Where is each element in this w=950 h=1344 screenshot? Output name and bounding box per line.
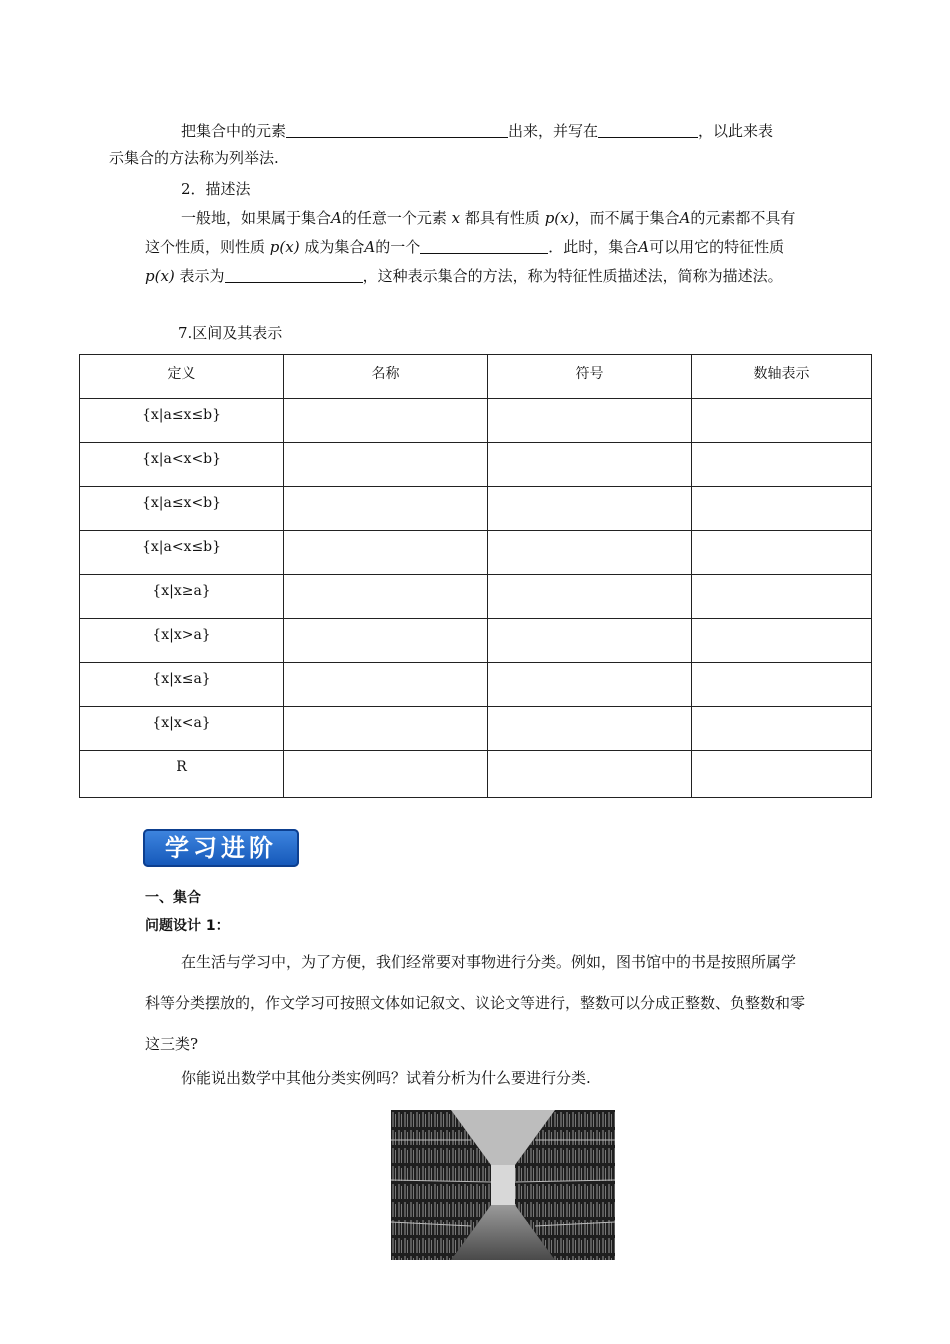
- definition-cell: R: [80, 751, 284, 798]
- desc-text: 都具有性质: [464, 209, 540, 227]
- header-number-line: 数轴表示: [692, 355, 872, 399]
- definition-cell: {x|x≥a}: [80, 575, 284, 619]
- answer-blank[interactable]: [598, 123, 698, 138]
- name-cell[interactable]: [284, 443, 488, 487]
- enum-method-paragraph: [109, 118, 805, 172]
- answer-blank[interactable]: [225, 268, 363, 283]
- table-header-row: [80, 355, 872, 399]
- name-cell[interactable]: [284, 619, 488, 663]
- library-photo-svg: [391, 1110, 615, 1260]
- definition-cell: {x|a<x≤b}: [80, 531, 284, 575]
- symbol-cell[interactable]: [488, 619, 692, 663]
- desc-text: 的任意一个元素: [341, 209, 447, 227]
- number-line-cell[interactable]: [692, 443, 872, 487]
- name-cell[interactable]: [284, 707, 488, 751]
- math-symbol: p(x): [145, 267, 175, 285]
- name-cell[interactable]: [284, 663, 488, 707]
- question-title: 问题设计 1：: [145, 918, 230, 934]
- desc-text: 的元素都不具有这个性质，则性质: [145, 209, 796, 256]
- math-symbol: A: [638, 238, 650, 256]
- number-line-cell[interactable]: [692, 751, 872, 798]
- header-symbol: 符号: [488, 355, 692, 399]
- table-row: [80, 663, 872, 707]
- math-symbol: x: [451, 209, 461, 227]
- answer-blank[interactable]: [286, 123, 508, 138]
- math-symbol: p(x): [544, 209, 575, 227]
- table-row: [80, 443, 872, 487]
- table-row: [80, 707, 872, 751]
- enum-text-2: 出来，并写在: [508, 122, 599, 140]
- number-line-cell[interactable]: [692, 663, 872, 707]
- table-row: [80, 751, 872, 798]
- section-badge: 学习进阶: [143, 829, 299, 867]
- symbol-cell[interactable]: [488, 663, 692, 707]
- desc-text: 成为集合: [304, 238, 365, 256]
- math-symbol: A: [331, 209, 342, 227]
- symbol-cell[interactable]: [488, 707, 692, 751]
- desc-text: 一般地，如果属于集合: [181, 209, 332, 227]
- desc-text: 可以用它的特征性质: [649, 238, 785, 256]
- desc-text: ，而不属于集合: [574, 209, 680, 227]
- desc-text: 的一个: [375, 238, 421, 256]
- name-cell[interactable]: [284, 751, 488, 798]
- math-symbol: A: [679, 209, 691, 227]
- number-line-cell[interactable]: [692, 399, 872, 443]
- symbol-cell[interactable]: [488, 575, 692, 619]
- desc-heading: 2．描述法: [181, 180, 251, 198]
- number-line-cell[interactable]: [692, 487, 872, 531]
- interval-heading: 7.区间及其表示: [178, 324, 283, 342]
- math-symbol: p(x): [269, 238, 300, 256]
- answer-blank[interactable]: [420, 239, 548, 254]
- header-definition: 定义: [80, 355, 284, 399]
- library-bookshelves-photo: [391, 1110, 615, 1260]
- interval-table: [79, 354, 872, 798]
- number-line-cell[interactable]: [692, 575, 872, 619]
- table-row: [80, 575, 872, 619]
- enum-text-line2: 示集合的方法称为列举法.: [109, 149, 279, 167]
- name-cell[interactable]: [284, 575, 488, 619]
- name-cell[interactable]: [284, 487, 488, 531]
- number-line-cell[interactable]: [692, 531, 872, 575]
- desc-text: ．此时，集合: [548, 238, 639, 256]
- enum-text-3: ，以此来表: [698, 122, 774, 140]
- symbol-cell[interactable]: [488, 443, 692, 487]
- enum-text-1: 把集合中的元素: [181, 122, 287, 140]
- symbol-cell[interactable]: [488, 399, 692, 443]
- definition-cell: {x|a≤x≤b}: [80, 399, 284, 443]
- desc-method-paragraph: [145, 204, 805, 291]
- definition-cell: {x|x>a}: [80, 619, 284, 663]
- section-title: 一、集合: [145, 890, 201, 906]
- definition-cell: {x|x<a}: [80, 707, 284, 751]
- number-line-cell[interactable]: [692, 619, 872, 663]
- symbol-cell[interactable]: [488, 751, 692, 798]
- symbol-cell[interactable]: [488, 487, 692, 531]
- desc-text: ，这种表示集合的方法，称为特征性质描述法，简称为描述法。: [362, 267, 783, 285]
- number-line-cell[interactable]: [692, 707, 872, 751]
- table-row: [80, 399, 872, 443]
- question-paragraph: 在生活与学习中，为了方便，我们经常要对事物进行分类。例如，图书馆中的书是按照所属学科等分类摆放的，作文学习可按照文体如记叙文、议论文等进行，整数可以分成正整数、负整数和零这三类?: [145, 953, 806, 1053]
- table-row: [80, 619, 872, 663]
- desc-text: 表示为: [179, 267, 225, 285]
- definition-cell: {x|a≤x<b}: [80, 487, 284, 531]
- definition-cell: {x|x≤a}: [80, 663, 284, 707]
- name-cell[interactable]: [284, 399, 488, 443]
- definition-cell: {x|a<x<b}: [80, 443, 284, 487]
- table-row: [80, 531, 872, 575]
- table-row: [80, 487, 872, 531]
- math-symbol: A: [364, 238, 376, 256]
- header-name: 名称: [284, 355, 488, 399]
- name-cell[interactable]: [284, 531, 488, 575]
- symbol-cell[interactable]: [488, 531, 692, 575]
- question-paragraph-2: 你能说出数学中其他分类实例吗？试着分析为什么要进行分类.: [181, 1069, 591, 1087]
